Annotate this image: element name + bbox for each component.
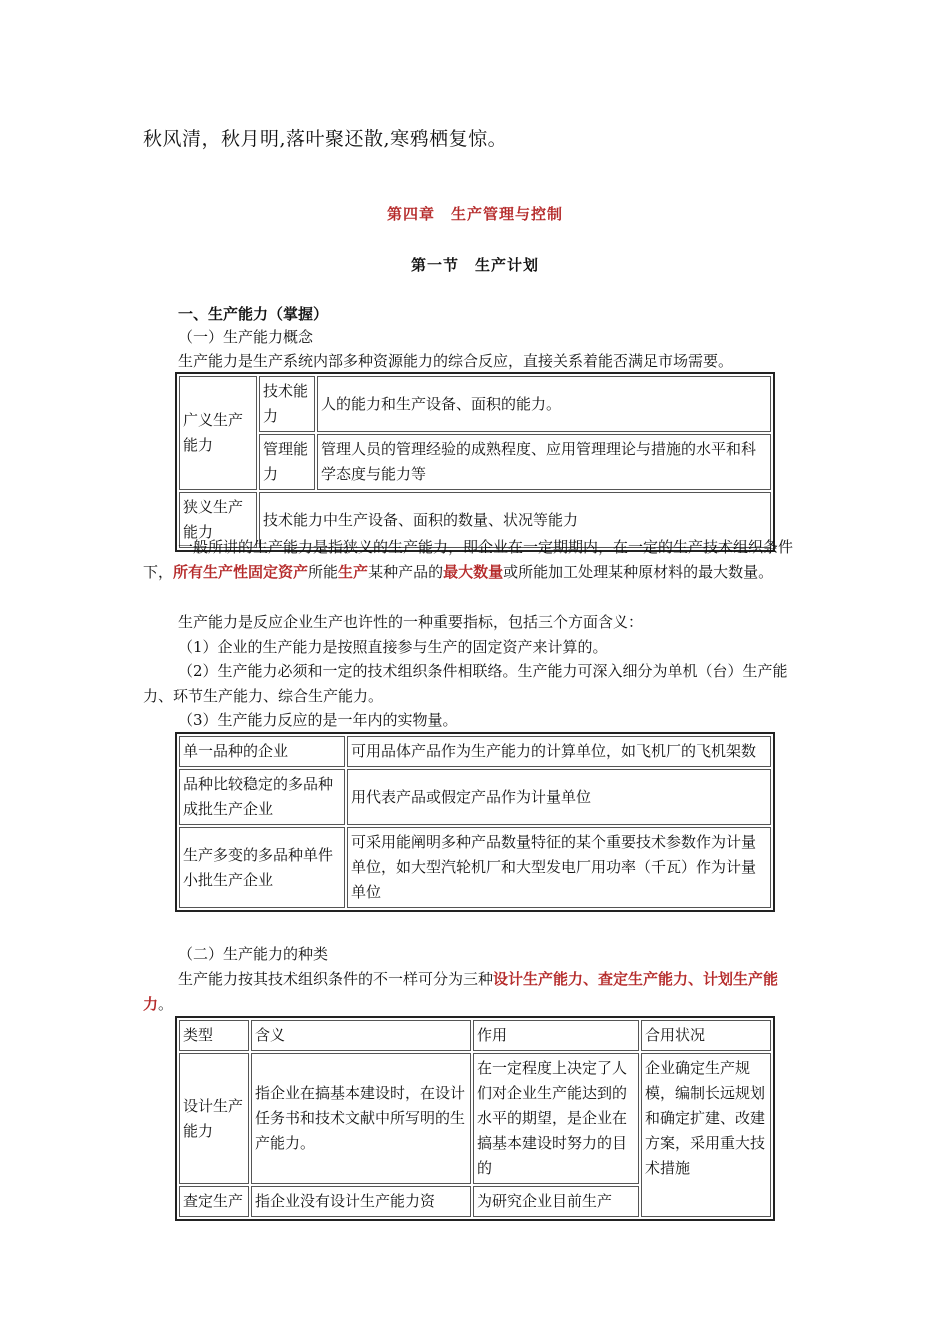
subheading-concept: （一）生产能力概念 <box>178 328 314 346</box>
table-capacity-units <box>175 732 775 912</box>
cell-tech-desc: 人的能力和生产设备、面积的能力。 <box>317 376 771 432</box>
cell-broad-label: 广义生产能力 <box>179 376 257 490</box>
text-segment: 。 <box>158 995 174 1013</box>
cell-type: 单一品种的企业 <box>179 736 345 767</box>
list-item-1: （1）企业的生产能力是按照直接参与生产的固定资产来计算的。 <box>178 638 608 656</box>
table-capacity-types <box>175 1016 775 1221</box>
cell-mgmt-desc: 管理人员的管理经验的成熟程度、应用管理理论与措施的水平和科学态度与能力等 <box>317 434 771 490</box>
cell-meaning: 指企业没有设计生产能力资 <box>251 1186 471 1217</box>
cell-effect: 为研究企业目前生产 <box>473 1186 639 1217</box>
table-row <box>179 827 771 908</box>
paragraph-definition: 生产能力是生产系统内部多种资源能力的综合反应，直接关系着能否满足市场需要。 <box>178 352 734 370</box>
table-capacity-scope <box>175 372 775 552</box>
header-type: 类型 <box>179 1020 249 1051</box>
list-item-2: （2）生产能力必须和一定的技术组织条件相联络。生产能力可深入细分为单机（台）生产能力、环节生产能力、综合生产能力。 <box>143 662 788 705</box>
table-header-row <box>179 1020 771 1051</box>
heading-capacity: 一、生产能力（掌握） <box>178 305 329 323</box>
paragraph-three-meanings: 生产能力是反应企业生产也许性的一种重要指标，包括三个方面含义： <box>178 613 644 631</box>
list-item-3: （3）生产能力反应的是一年内的实物量。 <box>178 711 458 729</box>
cell-type: 品种比较稳定的多品种成批生产企业 <box>179 769 345 825</box>
cell-desc: 可用品体产品作为生产能力的计算单位，如飞机厂的飞机架数 <box>347 736 771 767</box>
poem-line: 秋风清，秋月明,落叶聚还散,寒鸦栖复惊。 <box>143 128 508 150</box>
cell-tech-label: 技术能力 <box>259 376 315 432</box>
cell-mgmt-label: 管理能力 <box>259 434 315 490</box>
section-title: 第一节 生产计划 <box>410 256 539 274</box>
cell-desc: 用代表产品或假定产品作为计量单位 <box>347 769 771 825</box>
paragraph-narrow-capacity <box>143 535 803 585</box>
text-segment: 生产能力按其技术组织条件的不一样可分为三种 <box>178 970 494 988</box>
table-row <box>179 736 771 767</box>
paragraph-three-types <box>143 967 803 1017</box>
text-segment: 一般所讲的生产能力是指狭义的生产能力，即企业在一定期期内，在一定的生产技术组织条件下， <box>143 538 794 581</box>
cell-type: 生产多变的多品种单件小批生产企业 <box>179 827 345 908</box>
header-usage: 合用状况 <box>641 1020 771 1051</box>
cell-narrow-desc: 技术能力中生产设备、面积的数量、状况等能力 <box>259 492 771 548</box>
cell-effect: 在一定程度上决定了人们对企业生产能达到的水平的期望，是企业在搞基本建设时努力的目的 <box>473 1053 639 1184</box>
text-segment: 所能 <box>308 563 339 581</box>
text-segment: 某种产品的 <box>368 563 444 581</box>
cell-desc: 可采用能阐明多种产品数量特征的某个重要技术参数作为计量单位，如大型汽轮机厂和大型发电厂用功率（千瓦）作为计量单位 <box>347 827 771 908</box>
cell-narrow-label: 狭义生产能力 <box>179 492 257 548</box>
highlight-capacity-types: 设计生产能力、查定生产能力、计划生产能力 <box>143 970 779 1013</box>
table-row <box>179 1053 771 1184</box>
subheading-types: （二）生产能力的种类 <box>178 945 329 963</box>
highlight-max-quantity: 最大数量 <box>443 563 504 581</box>
header-effect: 作用 <box>473 1020 639 1051</box>
cell-meaning: 指企业在搞基本建设时，在设计任务书和技术文献中所写明的生产能力。 <box>251 1053 471 1184</box>
cell-type: 设计生产能力 <box>179 1053 249 1184</box>
cell-usage: 企业确定生产规模，编制长远规划和确定扩建、改建方案，采用重大技术措施 <box>641 1053 771 1217</box>
table-row <box>179 769 771 825</box>
highlight-produce: 生产 <box>338 563 369 581</box>
highlight-fixed-assets: 所有生产性固定资产 <box>173 563 309 581</box>
header-meaning: 含义 <box>251 1020 471 1051</box>
chapter-title: 第四章 生产管理与控制 <box>386 205 563 223</box>
text-segment: 或所能加工处理某种原材料的最大数量。 <box>503 563 774 581</box>
cell-type: 查定生产 <box>179 1186 249 1217</box>
